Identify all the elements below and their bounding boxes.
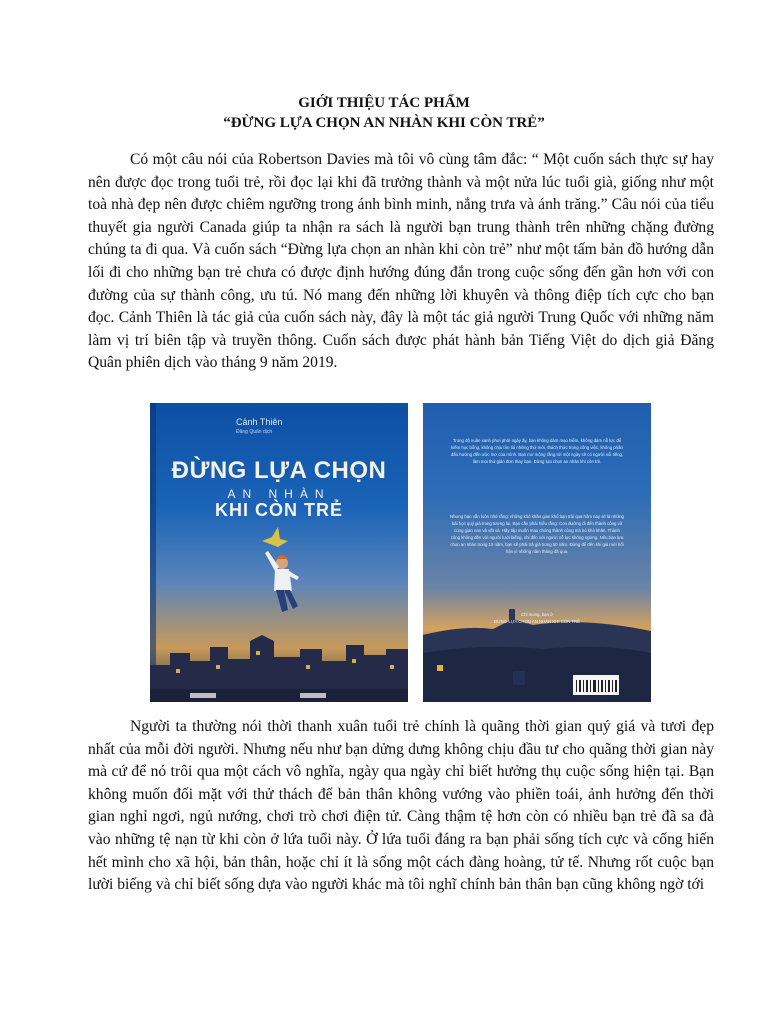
cover-title-line1: ĐỪNG LỰA CHỌN (171, 457, 387, 484)
signature-line1: Chỉ mong, bạn ở (521, 612, 553, 617)
body-paragraph: Người ta thường nói thời thanh xuân tuổi trẻ chính là quãng thời gian quý giá và tươi đẹp nhất của mỗi đời người. Nhưng nếu như bạn dửng dưng không chịu đầu tư cho quãng thời gian này mà cứ để nó trôi qua một cách vô nghĩa, ngày qua ngày chỉ biết hưởng thụ cuộc sống hiện tại. Bạn không muốn đối mặt với thử thách để bản thân không vướng vào phiền toái, ảnh hưởng đến thời gian nghỉ ngơi, ngủ nướng, chơi trò chơi điện tử. Càng thậm tệ hơn còn có nhiều bạn trẻ đã sa đà vào những tệ nạn từ khi còn ở lứa tuổi này. Ở lứa tuổi đáng ra bạn phải sống tích cực và cống hiến hết mình cho xã hội, bản thân, hoặc chỉ ít là sống một cách đàng hoàng, tử tế. Nhưng rốt cuộc bạn lười biếng và chỉ biết sống dựa vào người khác mà tôi nghĩ chính bản thân bạn cũng không ngờ tới (88, 718, 714, 894)
cover-author: Cảnh Thiên (236, 417, 283, 427)
front-cover-illustration (150, 403, 408, 702)
back-cover-blurb-2: Nhưng bạn vẫn luôn nhớ rằng: những khó khăn gian khổ bạn trải qua hôm nay sẽ là những bài học quý giá trong tương lai. Bạn cần phải hiểu rằng: Con đường đi đến thành công vô cùng gian nan và vất vả. Hãy tập muốn mau chóng thành công mà bỏ khó khăn. Thành công không đến với người lười biếng, chỉ đến với người nỗ lực không ngừng. Nếu bạn lựa chọn an nhàn trong 10 năm, bạn sẽ phải trả giá trong 50 năm. Đừng để đến khi già mới hối hận vì những năm tháng đã qua. (450, 514, 624, 554)
book-front-cover-photo (150, 403, 408, 702)
cover-title-line3: KHI CÒN TRẺ (215, 500, 343, 520)
back-cover-signature (449, 611, 625, 625)
cover-title-line2: AN NHÀN (227, 487, 331, 501)
back-cover-blurb: Trong độ xuân xanh phơi phới ngày ấy, bạn không dám mạo hiểm, không dám nỗ lực để kiếm học bổng, không chịu tìm tòi những thứ mới, thách thức trong công việc, không phấn đấu hướng đến ước mơ của mình. Bạn mơ mộng rằng tới một ngày sẽ có người nổi tiếng, làm mọi thứ giản đơn thay bạn. Đừng lựa chọn an nhàn khi còn trẻ. (450, 438, 624, 464)
book-back-cover-photo (423, 403, 651, 702)
signature-line2: ĐỪNG LỰA CHỌN AN NHÀN KHI CÒN TRẺ (493, 619, 581, 624)
cover-translator: Đăng Quân dịch (236, 429, 273, 435)
document-heading: GIỚI THIỆU TÁC PHẨM (298, 95, 470, 111)
intro-paragraph: Có một câu nói của Robertson Davies mà tôi vô cùng tâm đắc: “ Một cuốn sách thực sự hay nên được đọc trong tuổi trẻ, rồi đọc lại khi đã trưởng thành và một nửa lúc tuổi già, giống như một toà nhà đẹp nên được chiêm ngưỡng trong ánh bình minh, nắng trưa và ánh trăng.” Câu nói của tiểu thuyết gia người Canada giúp ta nhận ra sách là người bạn trung thành trên những chặng đường chúng ta đi qua. Và cuốn sách “Đừng lựa chọn an nhàn khi còn trẻ” như một tấm bản đồ hướng dẫn lối đi cho những bạn trẻ chưa có được định hướng đúng đắn trong cuộc sống đến gần hơn với con đường của sự thành công, ưu tú. Nó mang đến những lời khuyên và thông điệp tích cực cho bạn đọc. Cảnh Thiên là tác giả của cuốn sách này, đây là một tác giả người Trung Quốc với những năm làm vị trí biên tập và truyền thông. Cuốn sách được phát hành bản Tiếng Việt do dịch giả Đăng Quân phiên dịch vào tháng 9 năm 2019. (88, 151, 714, 372)
book-title-heading: “ĐỪNG LỰA CHỌN AN NHÀN KHI CÒN TRẺ” (223, 115, 545, 131)
